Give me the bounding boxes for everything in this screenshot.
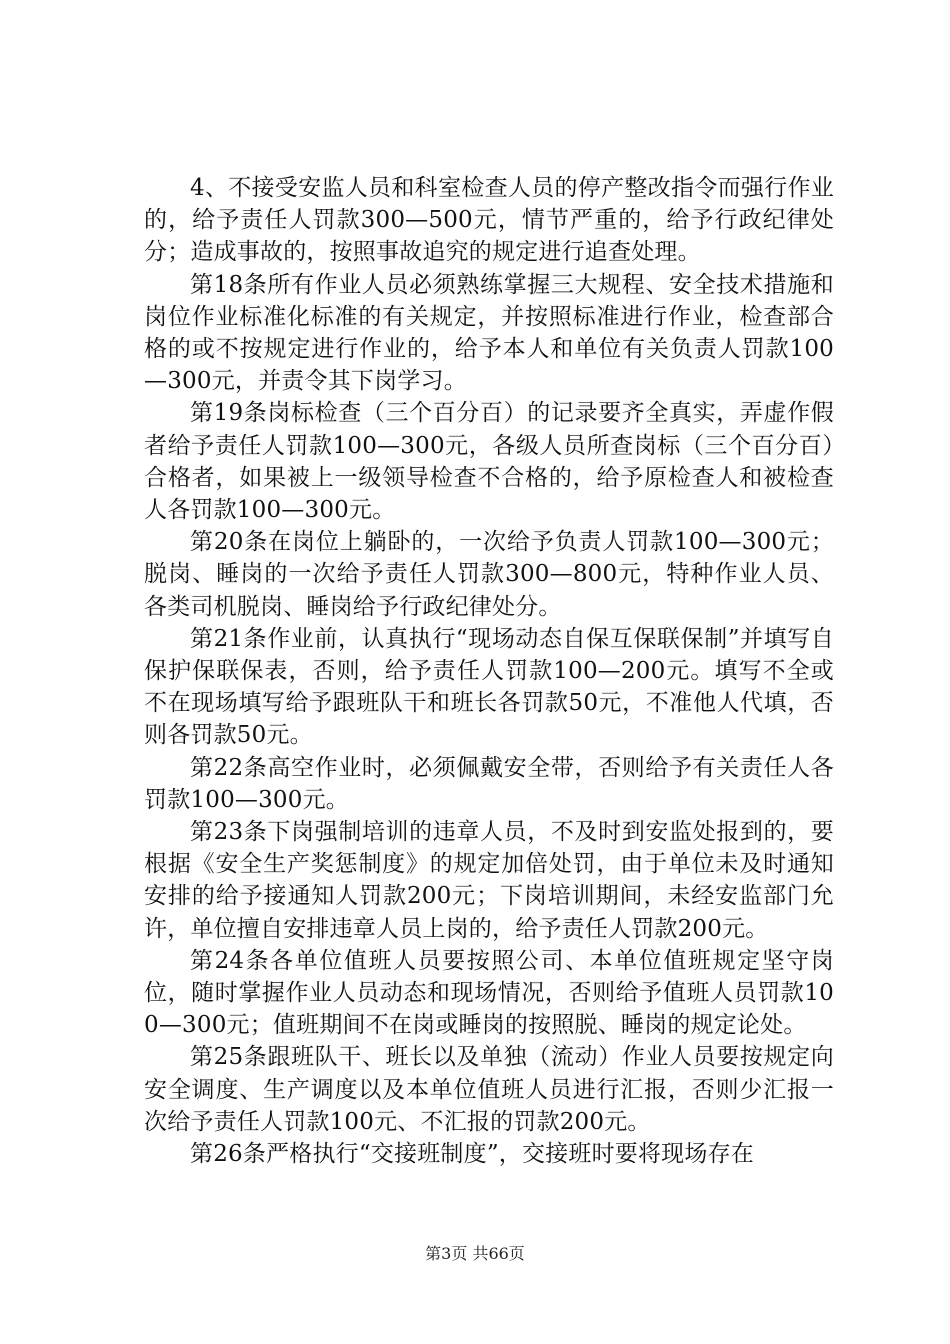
paragraph-article-25: 第25条跟班队干、班长以及单独（流动）作业人员要按规定向安全调度、生产调度以及本单位值班人员进行汇报，否则少汇报一次给予责任人罚款100元、不汇报的罚款200元。: [144, 1044, 834, 1135]
paragraph-article-21: 第21条作业前，认真执行“现场动态自保互保联保制”并填写自保护保联保表，否则，给予责任人罚款100—200元。填写不全或不在现场填写给予跟班队干和班长各罚款50元，不准他人代填，否则各罚款50元。: [144, 625, 834, 749]
paragraph-article-20: 第20条在岗位上躺卧的，一次给予负责人罚款100—300元；脱岗、睡岗的一次给予责任人罚款300—800元，特种作业人员、各类司机脱岗、睡岗给予行政纪律处分。: [144, 529, 834, 620]
paragraph-item-4: 4、不接受安监人员和科室检查人员的停产整改指令而强行作业的，给予责任人罚款300—500元，情节严重的，给予行政纪律处分；造成事故的，按照事故追究的规定进行追查处理。: [144, 175, 834, 266]
paragraph-article-23: 第23条下岗强制培训的违章人员，不及时到安监处报到的，要根据《安全生产奖惩制度》的规定加倍处罚，由于单位未及时通知安排的给予接通知人罚款200元；下岗培训期间，未经安监部门允许，单位擅自安排违章人员上岗的，给予责任人罚款200元。: [144, 819, 834, 942]
paragraph-article-22: 第22条高空作业时，必须佩戴安全带，否则给予有关责任人各罚款100—300元。: [144, 754, 834, 813]
document-body: [144, 172, 834, 1170]
paragraph-article-19: 第19条岗标检查（三个百分百）的记录要齐全真实，弄虚作假者给予责任人罚款100—300元，各级人员所查岗标（三个百分百）合格者，如果被上一级领导检查不合格的，给予原检查人和被检查人各罚款100—300元。: [144, 400, 834, 524]
paragraph-article-18: 第18条所有作业人员必须熟练掌握三大规程、安全技术措施和岗位作业标准化标准的有关规定，并按照标准进行作业，检查部合格的或不按规定进行作业的，给予本人和单位有关负责人罚款100—300元，并责令其下岗学习。: [144, 271, 834, 395]
paragraph-article-24: 第24条各单位值班人员要按照公司、本单位值班规定坚守岗位，随时掌握作业人员动态和现场情况，否则给予值班人员罚款100—300元；值班期间不在岗或睡岗的按照脱、睡岗的规定论处。: [144, 947, 834, 1039]
page-number-footer: 第3页 共66页: [425, 1244, 525, 1263]
paragraph-article-26: 第26条严格执行“交接班制度”，交接班时要将现场存在: [190, 1141, 754, 1168]
